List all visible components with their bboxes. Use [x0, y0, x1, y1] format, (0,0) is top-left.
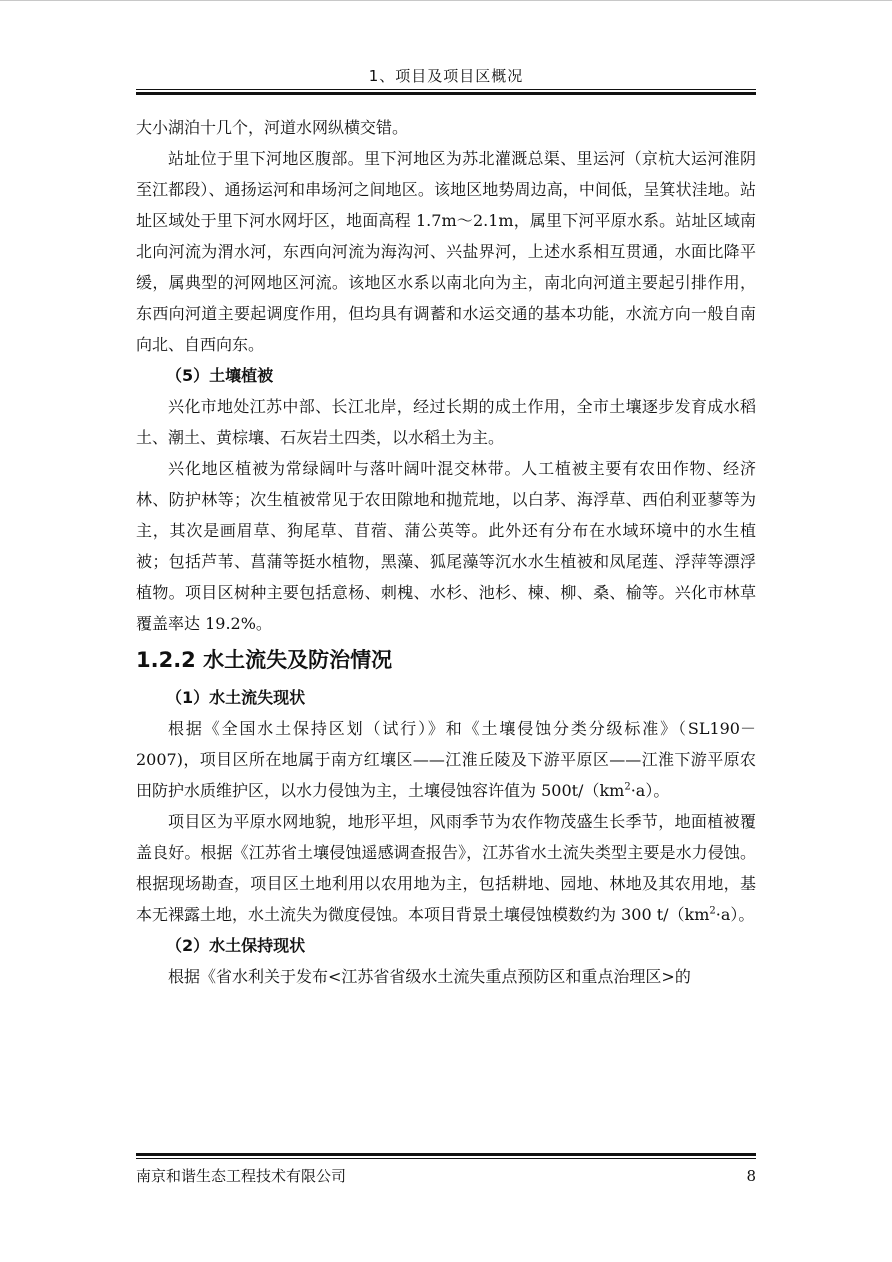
paragraph-lakes: 大小湖泊十几个，河道水网纵横交错。	[136, 118, 409, 137]
paragraph-erosion-background	[136, 806, 756, 930]
page-body	[136, 112, 756, 992]
paragraph-site-location: 站址位于里下河地区腹部。里下河地区为苏北灌溉总渠、里运河（京杭大运河淮阴至江都段）、通扬运河和串场河之间地区。该地区地势周边高，中间低，呈箕状洼地。站址区域处于里下河水网圩区，地面高程 1.7m～2.1m，属里下河平原水系。站址区域南北向河流为渭水河，东西向河流为海沟河、兴盐界河，上述水系相互贯通，水面比降平缓，属典型的河网地区河流。该地区水系以南北向为主，南北向河道主要起引排作用，东西向河道主要起调度作用，但均具有调蓄和水运交通的基本功能，水流方向一般自南向北、自西向东。	[136, 149, 756, 354]
paragraph-erosion-zoning	[136, 713, 756, 806]
header-rule-thick	[136, 92, 756, 95]
paragraph-conservation: 根据《省水利关于发布<江苏省省级水土流失重点预防区和重点治理区>的	[168, 967, 691, 986]
running-header-title: 1、项目及项目区概况	[368, 67, 524, 85]
superscript-2: 2	[709, 905, 716, 917]
superscript-2: 2	[624, 781, 631, 793]
paragraph-erosion-zoning-unit: ·a）。	[630, 781, 670, 800]
paragraph-erosion-background-text: 项目区为平原水网地貌，地形平坦，风雨季节为农作物茂盛生长季节，地面植被覆盖良好。根据《江苏省土壤侵蚀遥感调查报告》，江苏省水土流失类型主要是水力侵蚀。根据现场勘查，项目区土地利用以农用地为主，包括耕地、园地、林地及其农用地，基本无裸露土地，水土流失为微度侵蚀。本项目背景土壤侵蚀模数约为 300 t/（km	[136, 812, 756, 924]
paragraph-soil: 兴化市地处江苏中部、长江北岸，经过长期的成土作用，全市土壤逐步发育成水稻土、潮土、黄棕壤、石灰岩土四类，以水稻土为主。	[136, 397, 756, 447]
subheading-soil-vegetation: （5）土壤植被	[166, 366, 274, 385]
footer-rule-thick	[136, 1153, 756, 1156]
paragraph-erosion-background-unit: ·a）。	[715, 905, 755, 924]
footer-rule-thin	[136, 1158, 756, 1159]
paragraph-vegetation: 兴化地区植被为常绿阔叶与落叶阔叶混交林带。人工植被主要有农田作物、经济林、防护林等；次生植被常见于农田隙地和抛荒地，以白茅、海浮草、西伯利亚蓼等为主，其次是画眉草、狗尾草、苜蓿、蒲公英等。此外还有分布在水域环境中的水生植被；包括芦苇、菖蒲等挺水植物，黑藻、狐尾藻等沉水水生植被和凤尾莲、浮萍等漂浮植物。项目区树种主要包括意杨、刺槐、水杉、池杉、楝、柳、桑、榆等。兴化市林草覆盖率达 19.2%。	[136, 459, 756, 633]
subheading-conservation-status: （2）水土保持现状	[166, 936, 306, 955]
section-heading-soil-erosion: 1.2.2 水土流失及防治情况	[136, 648, 393, 672]
subheading-erosion-status: （1）水土流失现状	[166, 688, 306, 707]
paragraph-erosion-zoning-text: 根据《全国水土保持区划（试行）》和《土壤侵蚀分类分级标准》（SL190－2007)，项目区所在地属于南方红壤区——江淮丘陵及下游平原区——江淮下游平原农田防护水质维护区，以水力侵蚀为主，土壤侵蚀容许值为 500t/（km	[136, 719, 756, 800]
page-top-edge	[0, 0, 892, 1]
footer-company-name: 南京和谐生态工程技术有限公司	[136, 1167, 347, 1185]
footer-page-number: 8	[746, 1167, 756, 1185]
header-rule-thin	[136, 89, 756, 90]
